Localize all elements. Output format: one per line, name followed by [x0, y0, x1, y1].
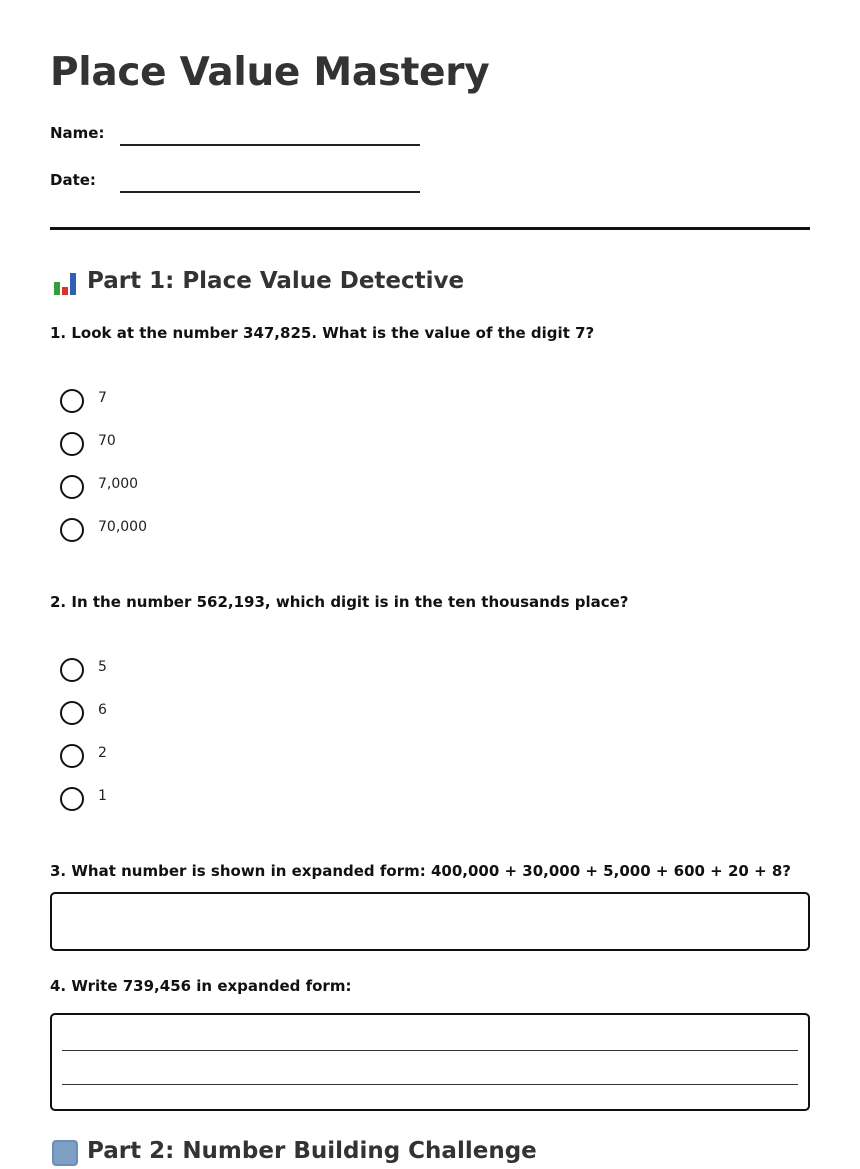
option-label: 6	[98, 702, 107, 718]
numbers-keycap-icon	[52, 1140, 78, 1166]
worksheet-title: Place Value Mastery	[50, 50, 490, 95]
option-label: 7	[98, 390, 107, 406]
q1-option-3[interactable]	[60, 475, 260, 501]
q4-answer-box[interactable]	[50, 1013, 810, 1111]
writing-line	[62, 1084, 798, 1085]
option-label: 7,000	[98, 476, 139, 492]
part1-title: Part 1: Place Value Detective	[87, 268, 465, 294]
question-2-text: 2. In the number 562,193, which digit is in the ten thousands place?	[50, 593, 629, 611]
q1-option-4[interactable]	[60, 518, 260, 544]
q3-answer-box[interactable]	[50, 892, 810, 951]
part1-heading	[50, 267, 470, 299]
radio-circle[interactable]	[60, 701, 84, 725]
date-field-row	[50, 165, 470, 195]
name-field-row	[50, 118, 470, 148]
part2-title: Part 2: Number Building Challenge	[87, 1138, 537, 1164]
q2-option-2[interactable]	[60, 701, 260, 727]
question-4-text: 4. Write 739,456 in expanded form:	[50, 977, 352, 995]
q1-option-1[interactable]	[60, 389, 260, 415]
question-1-text: 1. Look at the number 347,825. What is the value of the digit 7?	[50, 324, 595, 342]
header-divider	[50, 227, 810, 230]
option-label: 5	[98, 659, 107, 675]
option-label: 70	[98, 433, 116, 449]
writing-line	[62, 1050, 798, 1051]
option-label: 70,000	[98, 519, 147, 535]
radio-circle[interactable]	[60, 787, 84, 811]
q3-answer-input[interactable]	[62, 902, 796, 942]
q1-option-2[interactable]	[60, 432, 260, 458]
radio-circle[interactable]	[60, 658, 84, 682]
radio-circle[interactable]	[60, 518, 84, 542]
bar-chart-icon	[52, 270, 78, 296]
radio-circle[interactable]	[60, 389, 84, 413]
date-input[interactable]	[120, 165, 420, 193]
option-label: 1	[98, 788, 107, 804]
q2-option-1[interactable]	[60, 658, 260, 684]
q2-option-3[interactable]	[60, 744, 260, 770]
date-label: Date:	[50, 171, 96, 189]
option-label: 2	[98, 745, 107, 761]
name-label: Name:	[50, 124, 105, 142]
radio-circle[interactable]	[60, 475, 84, 499]
radio-circle[interactable]	[60, 744, 84, 768]
part2-heading	[50, 1137, 537, 1169]
question-3-text: 3. What number is shown in expanded form: 400,000 + 30,000 + 5,000 + 600 + 20 + 8?	[50, 862, 791, 880]
radio-circle[interactable]	[60, 432, 84, 456]
name-input[interactable]	[120, 118, 420, 146]
q2-option-4[interactable]	[60, 787, 260, 813]
